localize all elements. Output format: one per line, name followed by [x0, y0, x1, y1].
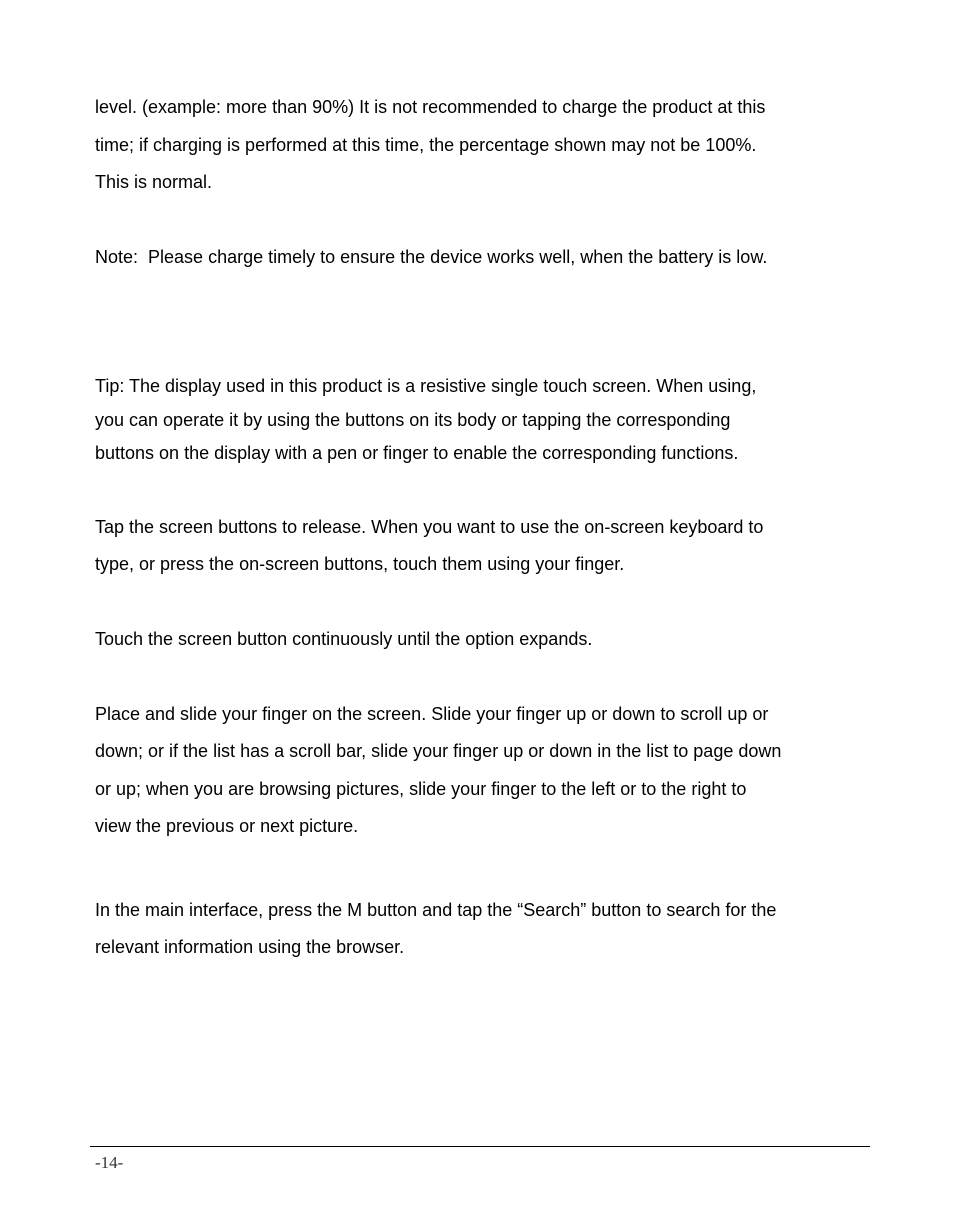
text-line: This is normal. [95, 172, 213, 192]
text-line: or up; when you are browsing pictures, slide your finger to the left or to the right to [95, 779, 747, 799]
text-line: view the previous or next picture. [95, 816, 359, 836]
footer-divider [90, 1146, 870, 1147]
text-line: Tip: The display used in this product is a resistive single touch screen. When using, [95, 376, 757, 396]
text-line: you can operate it by using the buttons on its body or tapping the corresponding [95, 410, 731, 430]
text-line: type, or press the on-screen buttons, touch them using your finger. [95, 554, 625, 574]
text-line: buttons on the display with a pen or finger to enable the corresponding functions. [95, 443, 739, 463]
text-line: Place and slide your finger on the screen. Slide your finger up or down to scroll up or [95, 704, 769, 724]
text-line: level. (example: more than 90%) It is not recommended to charge the product at this [95, 97, 766, 117]
page-number: -14- [95, 1153, 124, 1172]
text-line: In the main interface, press the M button and tap the “Search” button to search for the [95, 900, 777, 920]
text-line: down; or if the list has a scroll bar, slide your finger up or down in the list to page down [95, 741, 782, 761]
text-line: Touch the screen button continuously until the option expands. [95, 629, 593, 649]
text-line: time; if charging is performed at this time, the percentage shown may not be 100%. [95, 135, 757, 155]
text-line: Tap the screen buttons to release. When you want to use the on-screen keyboard to [95, 517, 764, 537]
text-line: Note: Please charge timely to ensure the device works well, when the battery is low. [95, 247, 768, 267]
text-line: relevant information using the browser. [95, 937, 405, 957]
